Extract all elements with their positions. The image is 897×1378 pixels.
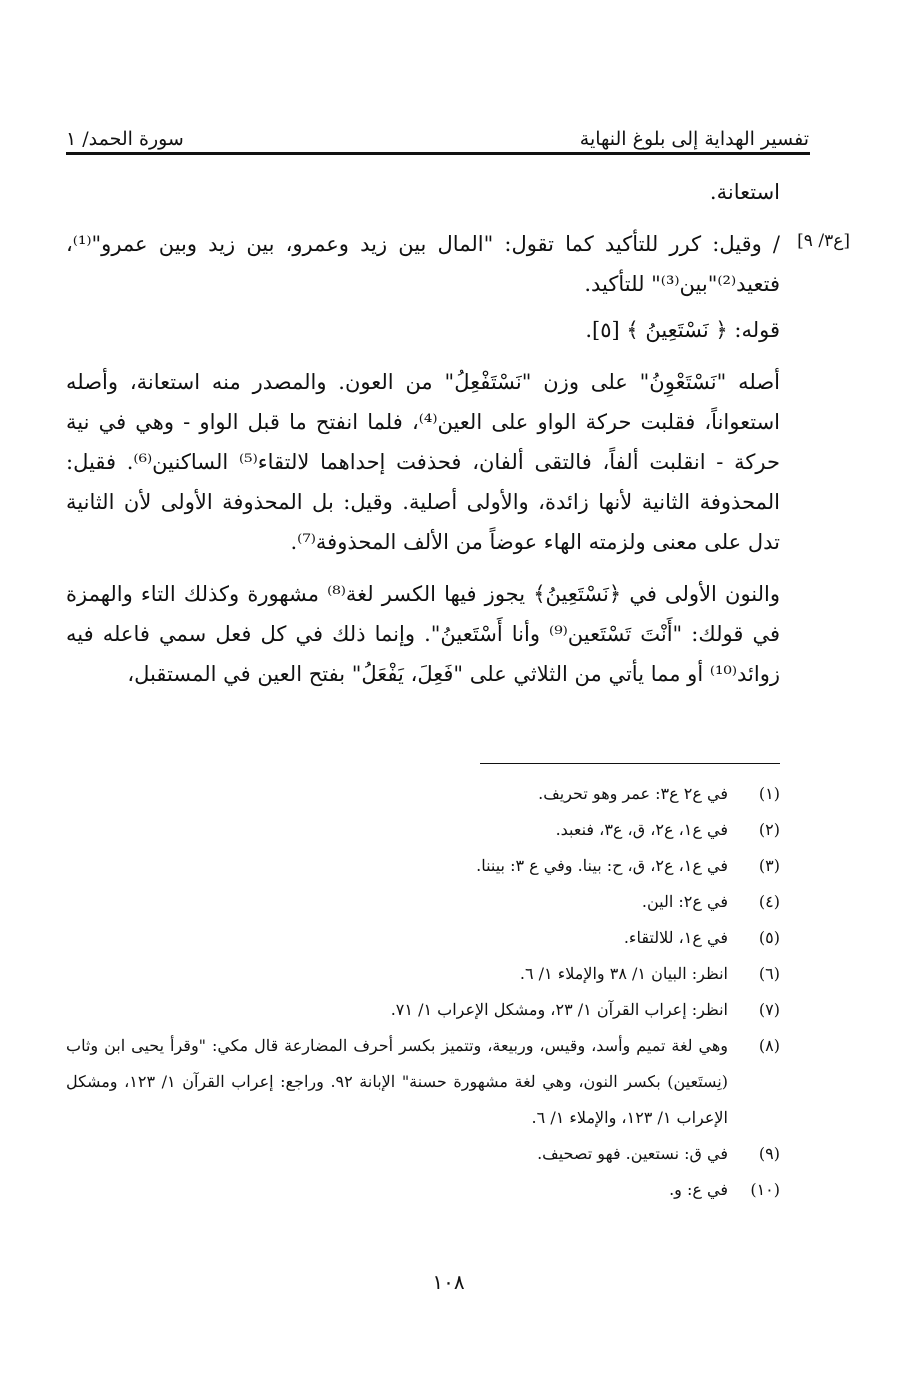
page-number: ١٠٨	[432, 1270, 465, 1294]
footnotes	[66, 776, 780, 1208]
footnote-text: في ع٢: الين.	[641, 892, 728, 911]
paragraph: استعانة.	[709, 180, 780, 204]
footnote	[66, 992, 780, 1028]
footnote-text: انظر: البيان ١/ ٣٨ والإملاء ١/ ٦.	[519, 964, 728, 983]
footnote-text: وهي لغة تميم وأسد، وقيس، وربيعة، وتتميز بكسر أحرف المضارعة قال مكي: "وقرأ يحيى ابن وثاب (نِستَعين) بكسر النون، وهي لغة مشهورة حسنة" الإبانة ٩٢. وراجع: إعراب القرآن ١/ ١٢٣، ومشكل الإعراب ١/ ١٢٣، والإملاء ١/ ٦.	[66, 1036, 729, 1127]
footnote	[66, 1172, 780, 1208]
footnote-number: (٣)	[758, 856, 780, 875]
paragraph: والنون الأولى في ﴿نَسْتَعِينُ﴾ يجوز فيها الكسر لغة⁽⁸⁾ مشهورة وكذلك التاء والهمزة في قولك: "أَنْتَ تَسْتَعين⁽⁹⁾ وأنا أَسْتَعينُ". وإنما ذلك في كل فعل سمي فاعله فيه زوائد⁽¹⁰⁾ أو مما يأتي من الثلاثي على "فَعِلَ، يَفْعَلُ" بفتح العين في المستقبل،	[66, 582, 780, 686]
footnote-number: (٨)	[758, 1036, 780, 1055]
footnote	[66, 776, 780, 812]
footnote-number: (٤)	[758, 892, 780, 911]
running-header	[66, 118, 809, 150]
footnote	[66, 956, 780, 992]
footnote	[66, 1136, 780, 1172]
quran-quote: قوله: ﴿ نَسْتَعِينُ ﴾ [٥].	[585, 318, 780, 342]
paragraph: أصله "نَسْتَعْوِنُ" على وزن "نَسْتَفْعِلُ" من العون. والمصدر منه استعانة، وأصله استعواناً، فقلبت حركة الواو على العين⁽⁴⁾، فلما انفتح ما قبل الواو - وهي في نية حركة - انقلبت ألفاً، فالتقى ألفان، فحذفت إحداهما لالتقاء⁽⁵⁾ الساكنين⁽⁶⁾. فقيل: المحذوفة الثانية لأنها زائدة، والأولى أصلية. وقيل: بل المحذوفة الأولى لأن الثانية تدل على معنى ولزمته الهاء عوضاً من الألف المحذوفة⁽⁷⁾.	[66, 370, 780, 554]
footnote-text: في ق: نستعين. فهو تصحيف.	[537, 1144, 728, 1163]
footnote-rule	[480, 763, 780, 764]
footnote-number: (٢)	[758, 820, 780, 839]
footnote-number: (٩)	[758, 1144, 780, 1163]
footnote-number: (١٠)	[750, 1180, 780, 1199]
footnote	[66, 812, 780, 848]
book-title: تفسير الهداية إلى بلوغ النهاية	[579, 128, 809, 150]
footnote	[66, 848, 780, 884]
footnote-text: في ع٢ ع٣: عمر وهو تحريف.	[538, 784, 728, 803]
footnote-number: (٦)	[758, 964, 780, 983]
footnote-text: في ع١، ع٢، ق، ع٣، فنعبد.	[555, 820, 728, 839]
surah-section: سورة الحمد/ ١	[66, 128, 184, 150]
footnote	[66, 920, 780, 956]
footnote-text: انظر: إعراب القرآن ١/ ٢٣، ومشكل الإعراب ١/ ٧١.	[390, 1000, 728, 1019]
main-text	[66, 172, 780, 694]
footnote-number: (١)	[758, 784, 780, 803]
header-rule	[66, 152, 810, 155]
paragraph: / وقيل: كرر للتأكيد كما تقول: "المال بين زيد وعمرو، بين زيد وبين عمرو"⁽¹⁾، فتعيد⁽²⁾"بين⁽³⁾" للتأكيد.	[66, 232, 780, 296]
footnote-number: (٧)	[758, 1000, 780, 1019]
footnote-text: في ع١، ع٢، ق، ح: بينا. وفي ع ٣: بيننا.	[476, 856, 728, 875]
manuscript-reference: [ع٣/ ٩]	[797, 231, 850, 251]
footnote-text: في ع: و.	[669, 1180, 728, 1199]
footnote-number: (٥)	[758, 928, 780, 947]
footnote	[66, 884, 780, 920]
footnote	[66, 1028, 780, 1136]
footnote-text: في ع١، للالتقاء.	[623, 928, 728, 947]
